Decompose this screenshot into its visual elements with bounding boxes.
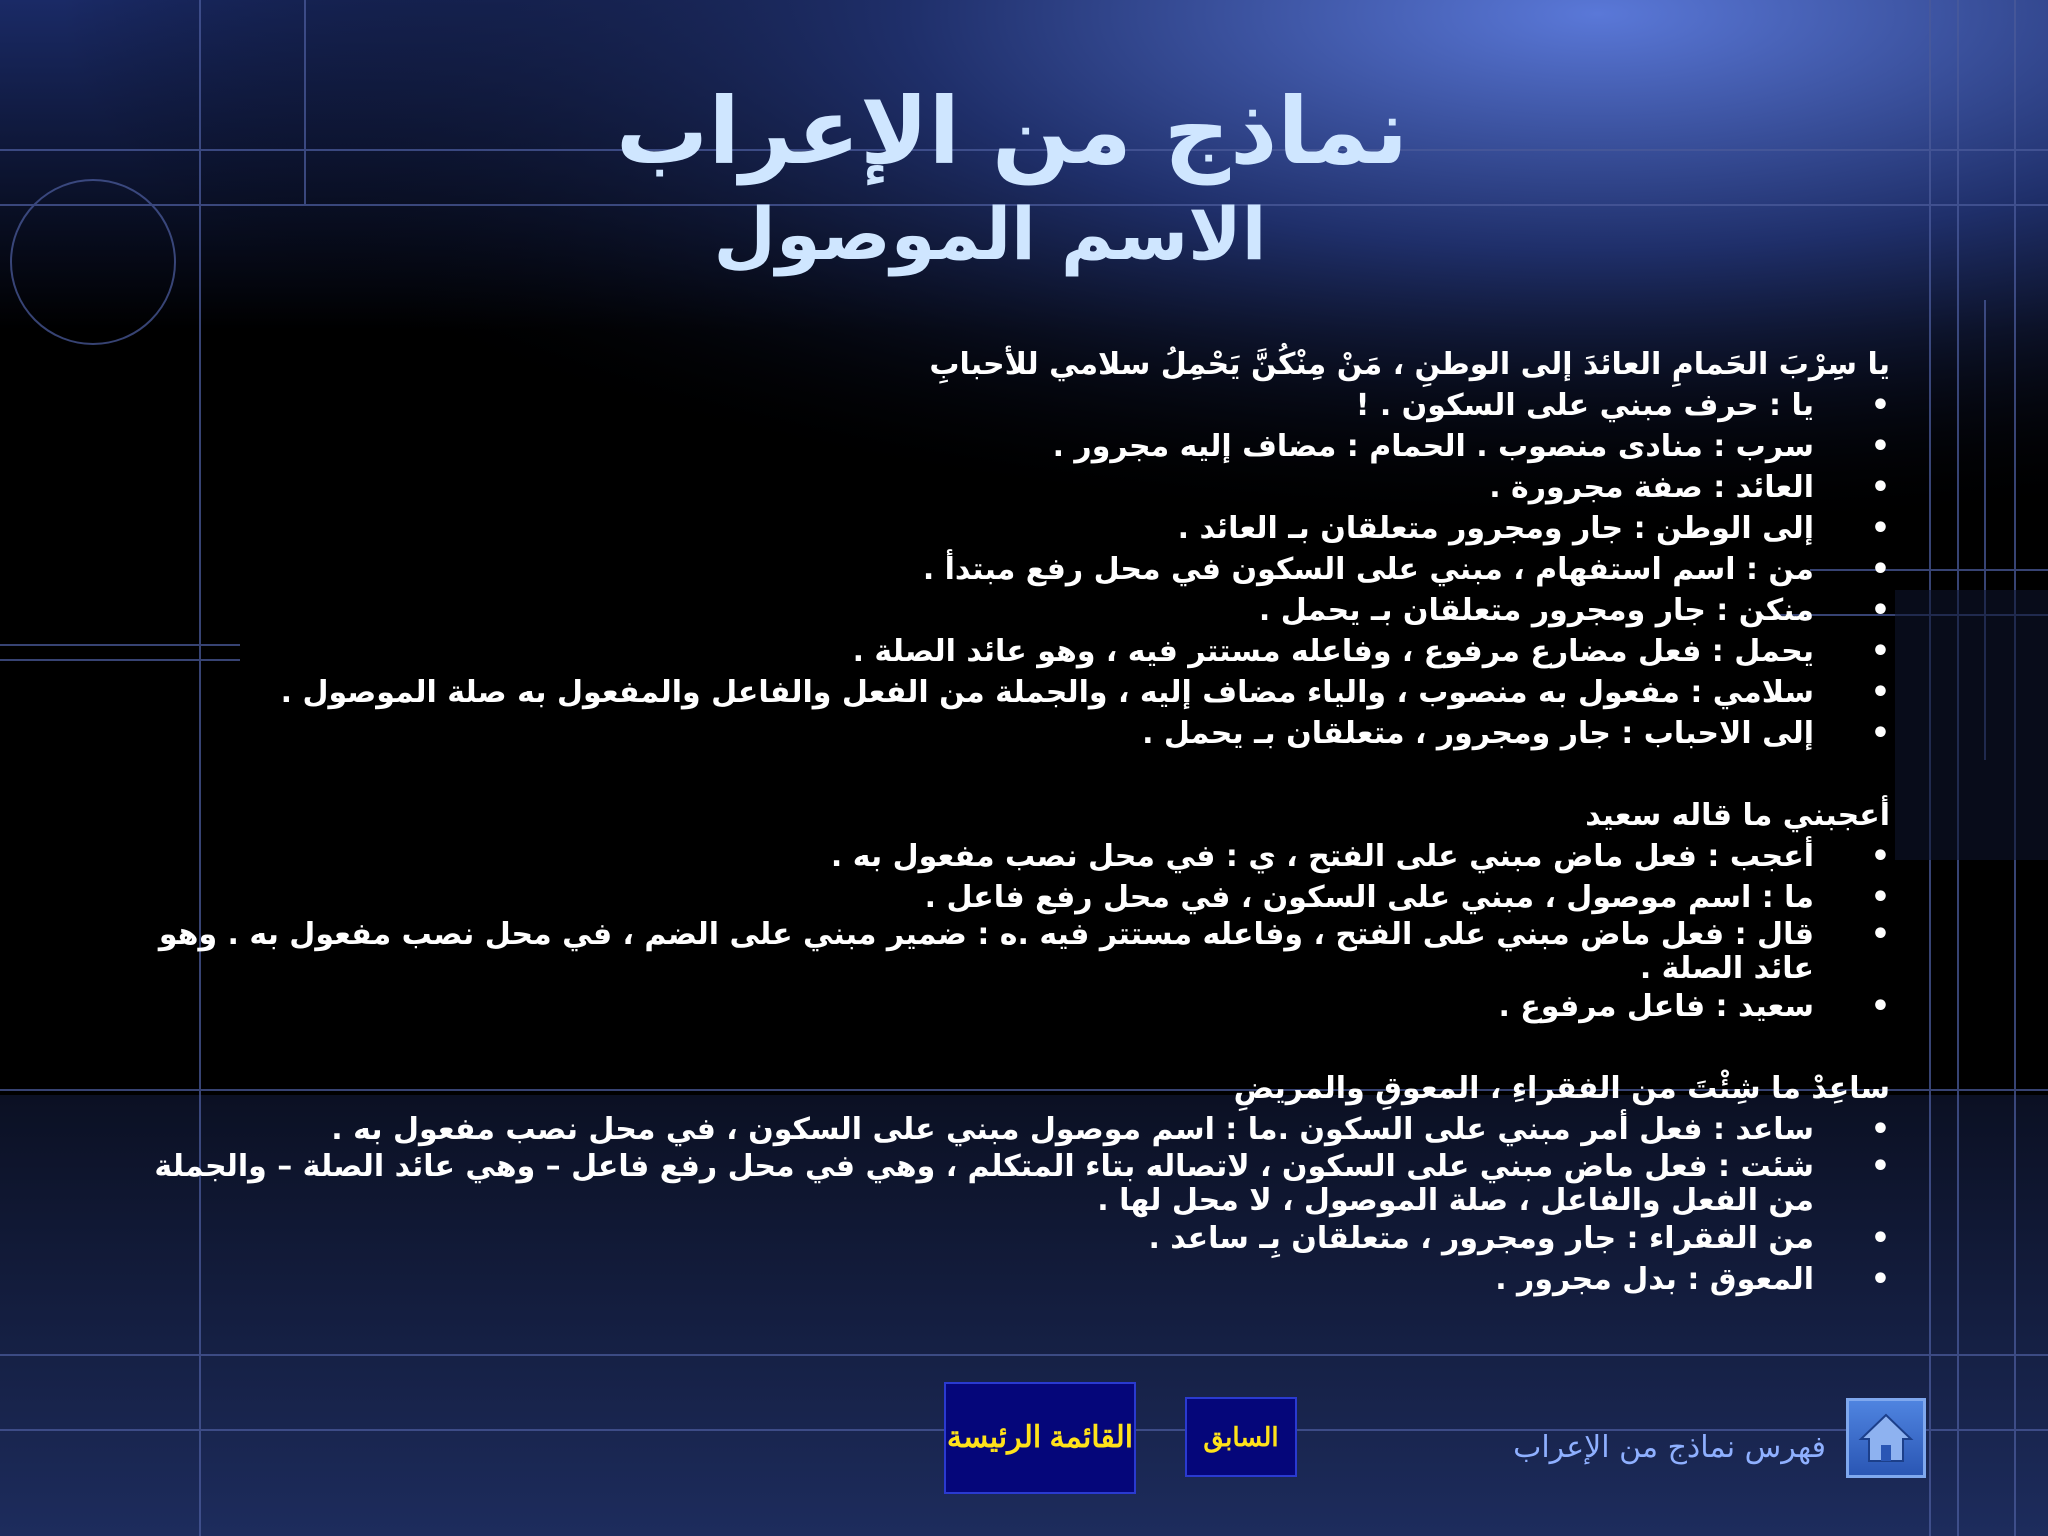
analysis-content [150,344,1890,1300]
list-item: • إلى الاحباب : جار ومجرور ، متعلقان بـ يحمل . [150,713,1890,754]
main-menu-button[interactable]: القائمة الرئيسة [944,1382,1136,1494]
example-sentence-2: أعجبني ما قاله سعيد [1585,798,1890,833]
analysis-list-3 [150,1109,1890,1300]
house-icon[interactable] [1846,1398,1926,1478]
list-item: • إلى الوطن : جار ومجرور متعلقان بـ العائد . [150,508,1890,549]
example-sentence-1: يا سِرْبَ الحَمامِ العائدَ إلى الوطنِ ، مَنْ مِنْكُنَّ يَحْمِلُ سلامي للأحبابِ [929,347,1890,382]
list-item: • من : اسم استفهام ، مبني على السكون في محل رفع مبتدأ . [150,549,1890,590]
example-sentence-3: ساعِدْ ما شِئْتَ من الفقراءِ ، المعوقِ والمريضِ [1233,1071,1890,1106]
list-item: • سعيد : فاعل مرفوع . [150,986,1890,1027]
list-item: • شئت : فعل ماض مبني على السكون ، لاتصاله بتاء المتكلم ، وهي في محل رفع فاعل – وهي عائد الصلة – والجملة من الفعل والفاعل ، صلة الموصول ، لا محل لها . [150,1150,1890,1218]
list-item: • يحمل : فعل مضارع مرفوع ، وفاعله مستتر فيه ، وهو عائد الصلة . [150,631,1890,672]
previous-button[interactable]: السابق [1185,1397,1297,1477]
list-item: • منكن : جار ومجرور متعلقان بـ يحمل . [150,590,1890,631]
list-item: • ساعد : فعل أمر مبني على السكون .ما : اسم موصول مبني على السكون ، في محل نصب مفعول به . [150,1109,1890,1150]
analysis-list-2 [150,836,1890,1027]
slide-subtitle: الاسم الموصول [713,192,1267,276]
index-link[interactable]: فهرس نماذج من الإعراب [1513,1430,1826,1465]
list-item: • من الفقراء : جار ومجرور ، متعلقان بِـ ساعد . [150,1218,1890,1259]
analysis-list-1 [150,385,1890,754]
list-item: • يا : حرف مبني على السكون . ! [150,385,1890,426]
house-icon-graphic [1849,1401,1923,1475]
list-item: • العائد : صفة مجرورة . [150,467,1890,508]
list-item: • المعوق : بدل مجرور . [150,1259,1890,1300]
list-item: • أعجب : فعل ماض مبني على الفتح ، ي : في محل نصب مفعول به . [150,836,1890,877]
list-item: • سلامي : مفعول به منصوب ، والياء مضاف إليه ، والجملة من الفعل والفاعل والمفعول به صلة الموصول . [150,672,1890,713]
list-item: • ما : اسم موصول ، مبني على السكون ، في محل رفع فاعل . [150,877,1890,918]
list-item: • سرب : منادى منصوب . الحمام : مضاف إليه مجرور . [150,426,1890,467]
slide-title: نماذج من الإعراب [615,78,1409,185]
list-item: • قال : فعل ماض مبني على الفتح ، وفاعله مستتر فيه .ه : ضمير مبني على الضم ، في محل نصب مفعول به . وهو عائد الصلة . [150,918,1890,986]
